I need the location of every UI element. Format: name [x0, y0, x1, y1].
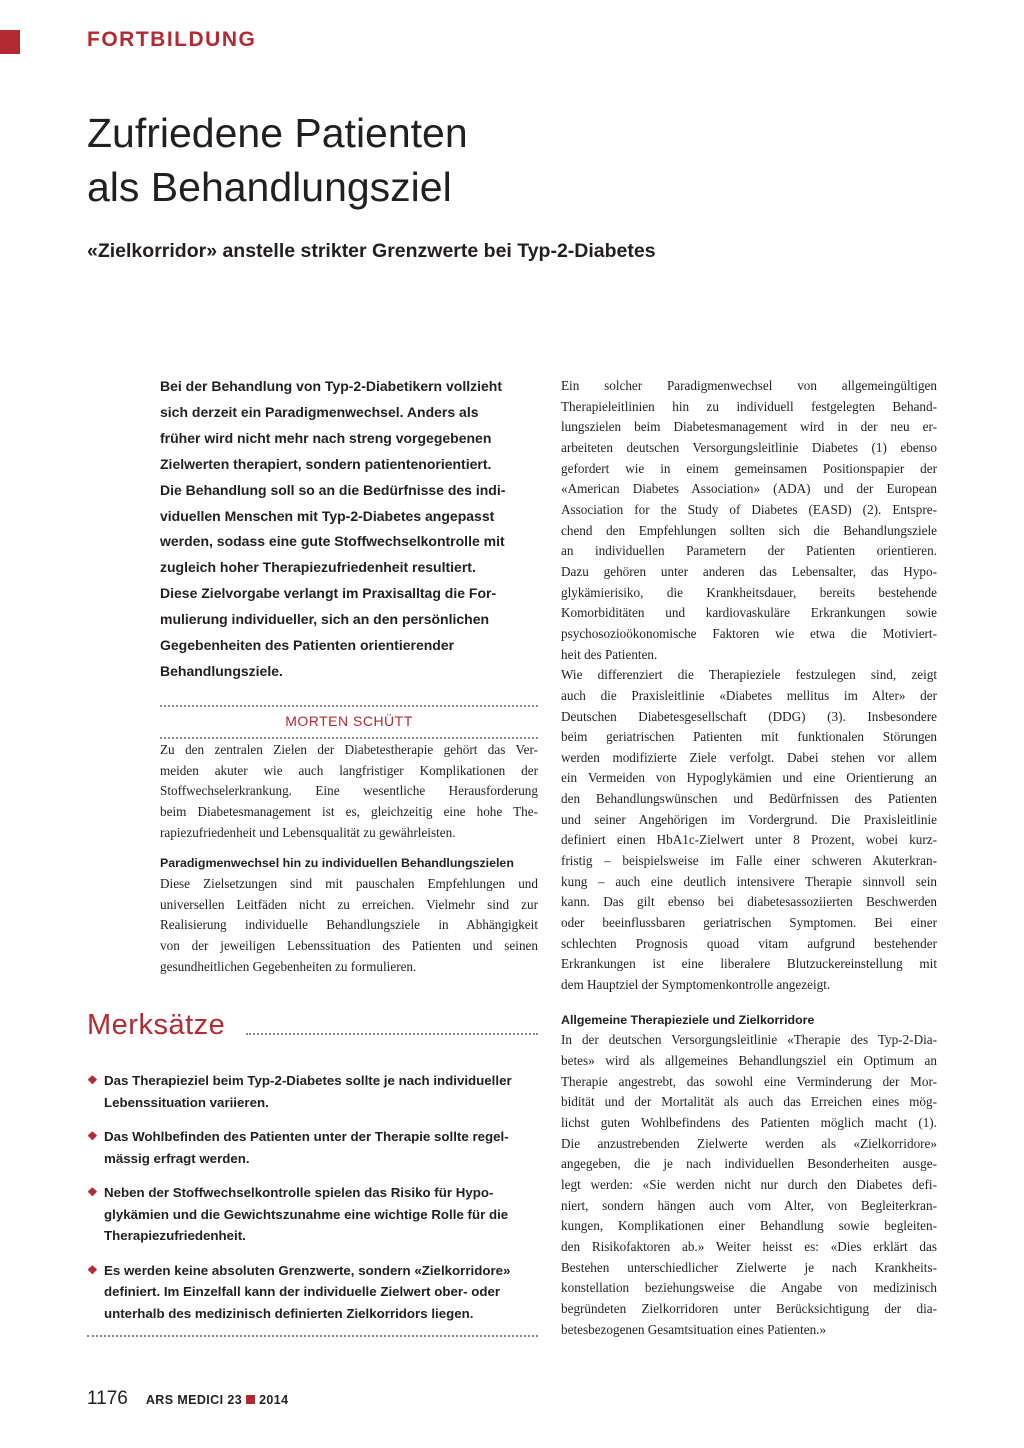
text-line: kann. Das gilt ebenso bei diabetesassoziierten Beschwerden — [561, 894, 937, 910]
text-line: an individuellen Parametern der Patienten orientieren. — [561, 543, 937, 559]
section-heading: Paradigmenwechsel hin zu individuellen Behandlungszielen — [160, 856, 514, 871]
merksaetze-list — [87, 1070, 537, 1337]
text-line: heit des Patienten. — [561, 646, 658, 662]
text-line: gesundheitlichen Gegebenheiten zu formulieren. — [160, 958, 417, 974]
text-line: niert, sondern hängen auch vom Alter, von Begleiterkran- — [561, 1197, 937, 1213]
merksatz-line: Das Therapieziel beim Typ-2-Diabetes sollte je nach individueller — [104, 1073, 512, 1088]
lead-line: Behandlungsziele. — [160, 662, 283, 679]
merksatz-item — [87, 1260, 537, 1325]
merksatz-line: Neben der Stoffwechselkontrolle spielen das Risiko für Hypo- — [104, 1185, 494, 1200]
text-line: lungszielen beim Diabetesmanagement wird in der neu er- — [561, 419, 937, 435]
lead-line: viduellen Menschen mit Typ-2-Diabetes angepasst — [160, 507, 495, 524]
diamond-bullet-icon: ❖ — [87, 1185, 98, 1199]
text-line: meiden akuter wie auch langfristiger Komplikationen der — [160, 762, 538, 778]
text-line: ein Vermeiden von Hypoglykämien und eine Orientierung an — [561, 770, 937, 786]
text-line: definiert einen HbA1c-Zielwert unter 8 Prozent, wobei kurz- — [561, 832, 937, 848]
text-line: und seiner Angehörigen im Vordergrund. Die Praxisleitlinie — [561, 811, 937, 827]
dotted-divider — [87, 1335, 538, 1337]
text-line: universellen Leitfäden nicht zu erreichen. Vielmehr sind zur — [160, 896, 538, 912]
text-line: gefordert wie in einem gemeinsamen Positionspapier der — [561, 460, 937, 476]
lead-line: Die Behandlung soll so an die Bedürfnisse des indi- — [160, 481, 506, 498]
text-line: schlechten Prognosis quoad vitam aufgrund bestehender — [561, 935, 937, 951]
merksatz-line: Es werden keine absoluten Grenzwerte, sondern «Zielkorridore» — [104, 1262, 511, 1278]
text-line: Wie differenziert die Therapieziele festzulegen sind, zeigt — [561, 667, 937, 683]
left-column-body — [160, 740, 538, 977]
body-paragraph — [561, 1030, 937, 1340]
merksatz-line: definiert. Im Einzelfall kann der individuelle Zielwert ober- oder — [104, 1284, 501, 1299]
text-line: Bestehen unterschiedlicher Zielwerte je nach Krankheits- — [561, 1259, 937, 1275]
lead-line: sich derzeit ein Paradigmenwechsel. Anders als — [160, 403, 479, 420]
lead-line: früher wird nicht mehr nach streng vorgegebenen — [160, 429, 492, 446]
title-line: als Behandlungsziel — [87, 164, 452, 210]
text-line: beim geriatrischen Patienten mit funktionalen Störungen — [561, 729, 937, 745]
text-line: glykämierisiko, die Krankheitsdauer, bereits bestehende — [561, 584, 937, 600]
dotted-divider — [160, 737, 538, 739]
text-line: Dazu gehören unter anderen das Lebensalter, das Hypo- — [561, 563, 937, 579]
diamond-bullet-icon: ❖ — [87, 1073, 98, 1087]
section-marker — [0, 30, 20, 54]
title-line: Zufriedene Patienten — [87, 110, 468, 156]
text-line: Diese Zielsetzungen sind mit pauschalen Empfehlungen und — [160, 875, 538, 891]
lead-line: Bei der Behandlung von Typ-2-Diabetikern vollzieht — [160, 378, 503, 394]
diamond-bullet-icon: ❖ — [87, 1129, 98, 1143]
text-line: In der deutschen Versorgungsleitlinie «Therapie des Typ-2-Dia- — [561, 1032, 937, 1048]
body-paragraph — [561, 376, 937, 665]
merksatz-line: Lebenssituation variieren. — [104, 1094, 269, 1110]
text-line: werden modifizierte Ziele verfolgt. Dabei stehen vor allem — [561, 749, 937, 765]
merksatz-line: mässig erfragt werden. — [104, 1150, 250, 1166]
text-line: legt werden: «Sie werden nicht nur durch den Diabetes defi- — [561, 1176, 937, 1192]
page-number: 1176 — [87, 1388, 128, 1409]
journal-name: ARS MEDICI 23 — [145, 1393, 243, 1407]
dotted-divider — [246, 1033, 538, 1035]
text-line: chend den Empfehlungen sollten sich die Behandlungsziele — [561, 522, 937, 538]
text-line: arbeiteten deutschen Versorgungsleitlinie Diabetes (1) ebenso — [561, 439, 937, 455]
text-line: Ein solcher Paradigmenwechsel von allgemeingültigen — [561, 378, 937, 393]
author-name: MORTEN SCHÜTT — [285, 713, 413, 729]
text-line: «American Diabetes Association» (ADA) und der European — [561, 481, 937, 497]
text-line: Die anzustrebenden Zielwerte werden als «Zielkorridore» — [561, 1135, 937, 1151]
text-line: bidität und der Mortalität als auch das Erreichen eines mög- — [561, 1094, 937, 1110]
text-line: lichst guten Wohlbefindens des Patienten möglich macht (1). — [561, 1114, 937, 1130]
text-line: den Risikofaktoren ab.» Weiter heisst es: «Dies erklärt das — [561, 1238, 937, 1254]
lead-line: Gegebenheiten des Patienten orientierender — [160, 637, 455, 654]
section-heading: Allgemeine Therapieziele und Zielkorridore — [561, 1012, 815, 1027]
lead-line: zugleich hoher Therapiezufriedenheit resultiert. — [160, 559, 476, 576]
text-line: oder beeinflussbaren geriatrischen Symptomen. Bei einer — [561, 915, 937, 931]
text-line: kungen, Komplikationen einer Behandlung sowie begleiten- — [561, 1218, 937, 1234]
text-line: von der jeweiligen Lebenssituation des Patienten und seinen — [160, 937, 538, 953]
footer-square-icon — [246, 1395, 255, 1404]
journal-year: 2014 — [259, 1393, 289, 1407]
text-line: psychosozioökonomische Faktoren wie etwa die Motiviert- — [561, 625, 937, 641]
text-line: angegeben, die je nach individuellen Besonderheiten ausge- — [561, 1156, 937, 1172]
merksatz-line: Das Wohlbefinden des Patienten unter der Therapie sollte regel- — [104, 1129, 509, 1144]
text-line: Zu den zentralen Zielen der Diabetestherapie gehört das Ver- — [160, 742, 538, 757]
diamond-bullet-icon: ❖ — [87, 1262, 98, 1277]
text-line: Association for the Study of Diabetes (EASD) (2). Entspre- — [561, 501, 937, 517]
text-line: betesbezogenen Gesamtsituation eines Patienten.» — [561, 1321, 827, 1337]
text-line: den Behandlungswünschen und Bedürfnissen des Patienten — [561, 791, 937, 807]
text-line: dem Hauptziel der Symptomenkontrolle angezeigt. — [561, 977, 831, 993]
article-subtitle: «Zielkorridor» anstelle strikter Grenzwerte bei Typ-2-Diabetes — [87, 240, 656, 262]
text-line: Deutschen Diabetesgesellschaft (DDG) (3). Insbesondere — [561, 708, 937, 724]
text-line: betes» wird als allgemeines Behandlungsziel ein Optimum an — [561, 1053, 937, 1068]
body-paragraph — [561, 665, 937, 996]
intro-paragraph — [160, 740, 538, 843]
merksatz-item — [87, 1182, 537, 1247]
page-footer — [87, 1388, 288, 1410]
lead-line: mulierung individueller, sich an den persönlichen — [160, 611, 490, 628]
text-line: konstellation beziehungsweise die Angabe von medizinisch — [561, 1280, 937, 1296]
merksatz-line: unterhalb des medizinisch definierten Zielkorridors liegen. — [104, 1305, 474, 1321]
text-line: Erkrankungen ist eine liberalere Blutzuckereinstellung mit — [561, 956, 937, 972]
lead-line: Diese Zielvorgabe verlangt im Praxisalltag die For- — [160, 585, 497, 602]
merksatz-item — [87, 1070, 537, 1113]
right-column-body — [561, 376, 937, 1340]
text-line: auch die Praxisleitlinie «Diabetes mellitus im Alter» der — [561, 687, 937, 703]
text-line: fristig – beispielsweise im Falle einer schweren Akuterkran- — [561, 853, 937, 869]
body-paragraph — [160, 874, 538, 977]
text-line: Therapie angestrebt, das sowohl eine Verminderung der Mor- — [561, 1073, 937, 1089]
text-line: beim Diabetesmanagement ist es, gleichzeitig eine hohe The- — [160, 803, 538, 819]
text-line: Therapieleitlinien hin zu individuell festgelegten Behand- — [561, 398, 937, 414]
merksatz-line: glykämien und die Gewichtszunahme eine wichtige Rolle für die — [104, 1206, 509, 1222]
article-title — [87, 106, 887, 214]
lead-paragraph — [160, 374, 538, 685]
merksatz-line: Therapiezufriedenheit. — [104, 1228, 246, 1243]
text-line: Realisierung individuelle Behandlungsziele in Abhängigkeit — [160, 917, 538, 933]
lead-line: Zielwerten therapiert, sondern patientenorientiert. — [160, 455, 492, 472]
text-line: rapiezufriedenheit und Lebensqualität zu gewährleisten. — [160, 824, 456, 840]
text-line: Komorbiditäten und kardiovaskuläre Erkrankungen sowie — [561, 605, 937, 621]
merksaetze-title: Merksätze — [87, 1009, 226, 1041]
text-line: kung – auch eine deutlich intensivere Therapie sinnvoll sein — [561, 873, 937, 889]
text-line: Stoffwechselerkrankung. Eine wesentliche Herausforderung — [160, 783, 538, 799]
text-line: begründeten Zielkorridoren unter Berücksichtigung der dia- — [561, 1300, 937, 1316]
lead-line: werden, sodass eine gute Stoffwechselkontrolle mit — [160, 533, 505, 550]
merksatz-item — [87, 1126, 537, 1169]
section-label: FORTBILDUNG — [87, 28, 257, 51]
dotted-divider — [160, 705, 538, 707]
